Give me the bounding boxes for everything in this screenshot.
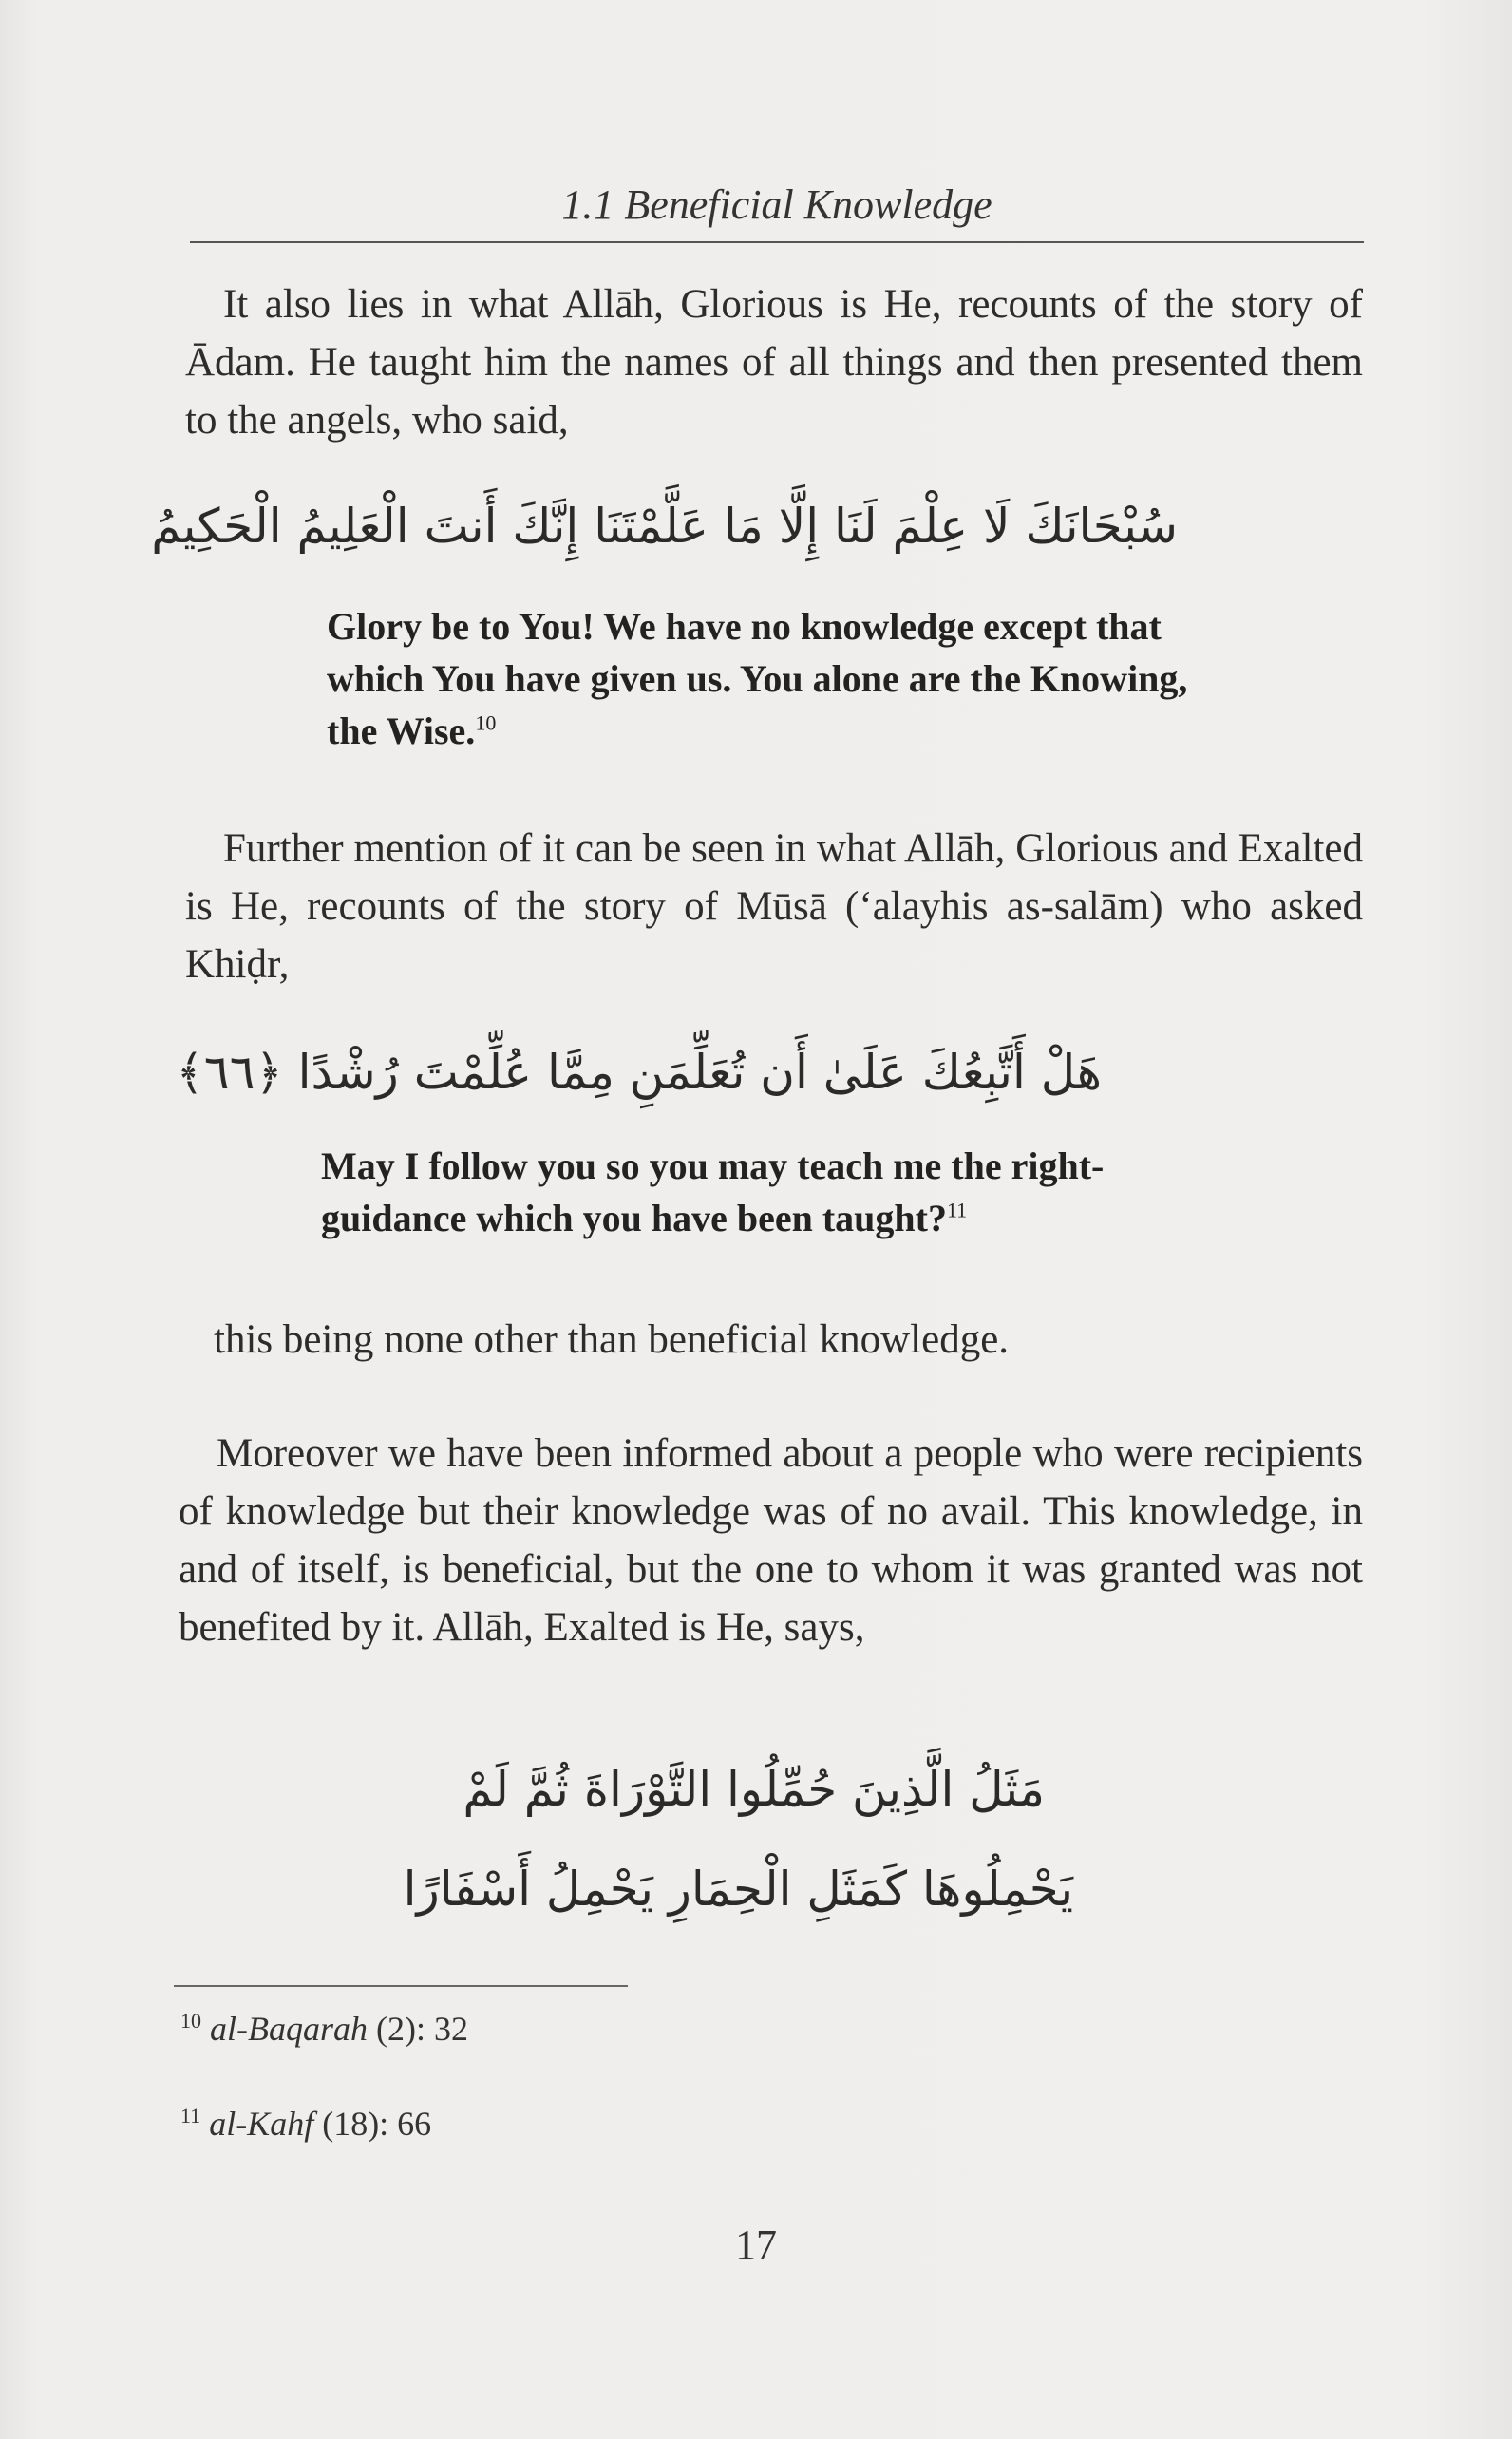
- header-rule: [190, 241, 1364, 243]
- footnote-source: al-Baqarah: [210, 2010, 368, 2048]
- translation-text: May I follow you so you may teach me the right-guidance which you have been taught?: [321, 1144, 1105, 1239]
- footnote-number: 10: [180, 2009, 201, 2032]
- footnote-11: [180, 2104, 431, 2144]
- page-number: 17: [735, 2222, 777, 2268]
- footnote-source: al-Kahf: [209, 2105, 314, 2143]
- footnote-number: 11: [180, 2104, 201, 2127]
- translation-text: Glory be to You! We have no knowledge except that which You have given us. You alone are the Knowing, the Wise.: [327, 605, 1188, 752]
- footnote-reference: (2): 32: [376, 2010, 468, 2048]
- paragraph-adam: It also lies in what Allāh, Glorious is He, recounts of the story of Ādam. He taught him the names of all things and then presented them to the angels, who said,: [185, 282, 1363, 443]
- arabic-verse-jumuah-line2: يَحْمِلُوهَا كَمَثَلِ الْحِمَارِ يَحْمِلُ أَسْفَارًا: [403, 1862, 1073, 1917]
- footnote-10: [180, 2009, 468, 2049]
- translation-baqarah: [327, 600, 1219, 757]
- arabic-verse-jumuah-line1: مَثَلُ الَّذِينَ حُمِّلُوا التَّوْرَاةَ ثُمَّ لَمْ: [463, 1762, 1045, 1817]
- footnote-mark-11: 11: [946, 1198, 968, 1222]
- arabic-verse-baqarah: سُبْحَانَكَ لَا عِلْمَ لَنَا إِلَّا مَا عَلَّمْتَنَا إِنَّكَ أَنتَ الْعَلِيمُ الْحَكِيمُ: [151, 499, 1178, 554]
- footnote-reference: (18): 66: [322, 2105, 432, 2143]
- paragraph-beneficial: this being none other than beneficial knowledge.: [214, 1317, 1010, 1362]
- paragraph-musa: Further mention of it can be seen in what Allāh, Glorious and Exalted is He, recounts of the story of Mūsā (‘alayhis as-salām) who asked Khiḍr,: [185, 826, 1363, 987]
- translation-kahf: [321, 1140, 1233, 1244]
- footnote-rule: [174, 1985, 628, 1987]
- running-head: 1.1 Beneficial Knowledge: [561, 181, 992, 228]
- footnote-mark-10: 10: [475, 710, 497, 735]
- paragraph-moreover: Moreover we have been informed about a people who were recipients of knowledge but their knowledge was of no avail. This knowledge, in and of itself, is beneficial, but the one to whom it was granted was not benefited by it. Allāh, Exalted is He, says,: [179, 1431, 1363, 1650]
- arabic-verse-kahf: هَلْ أَتَّبِعُكَ عَلَىٰ أَن تُعَلِّمَنِ مِمَّا عُلِّمْتَ رُشْدًا ﴿٦٦﴾: [176, 1045, 1102, 1100]
